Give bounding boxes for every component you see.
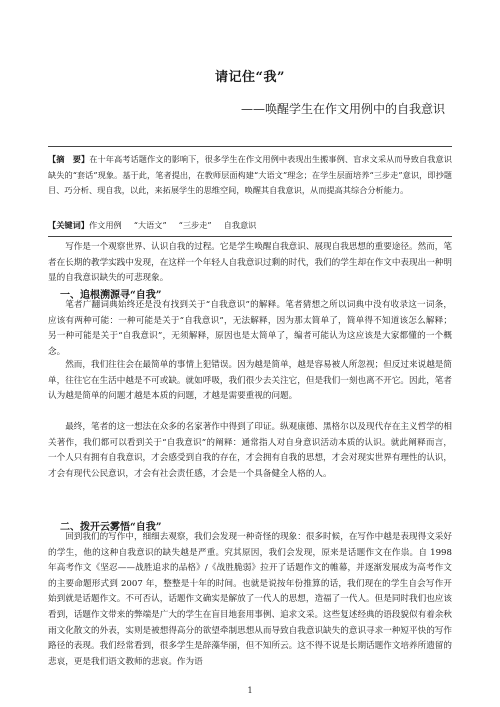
section2-paragraph-1: 回到我们的写作中，细细去观察，我们会发现一种奇怪的现象：很多时候，在写作中越是表现得文采好的学生，他的这种自我意识的缺失越是严重。究其原因，我们会发现，原来是话题作文在作祟。自 1998 年高考作文《坚忍——战胜追求的品格》/《战胜脆弱》拉开了话题作文的帷幕，并逐渐发展成为高考作文的主要命题形式到 2007 年，整整是十年的时间。也就是说按年份推算的话，我们现在的学生自会写作开始到就是话题作文。不可否认，话题作文确实是解放了一代人的思想，造福了一代人。但是同时我们也应该看到，话题作文带来的弊端是广大的学生在盲目地套用事例、追求文采。这些复述经典的语段貌似有着余秋雨文化散文的外表，实则是被想得高分的欲望牵制思想从而导致自我意识缺失的意识寻求一种短平快的写作路径的表现。我们经常看到，很多学生是辞藻华丽，但不知所云。这不得不说是长期话题作文培养所遗留的悲哀，更是我们语文教师的悲哀。作为语 [48, 532, 452, 667]
section1-paragraph-3: 最终，笔者的这一想法在众多的名家著作中得到了印证。纵观康德、黑格尔以及现代存在主义哲学的相关著作，我们都可以看到关于“自我意识”的阐释：通常指人对自身意识活动本质的认识。就此阐释而言，一个人只有拥有自我意识，才会感受到自我的存在，才会拥有自我的思想，才会对现实世界有理性的认识，才会有现代公民意识，才会有社会责任感，才会是一个具备健全人格的人。 [48, 422, 452, 479]
keyword-item: “三步走” [178, 220, 212, 230]
keyword-item: 自我意识 [223, 220, 257, 230]
intro-paragraph: 写作是一个观察世界、认识自我的过程。它是学生唤醒自我意识、展现自我思想的重要途径。然而，笔者在长期的教学实践中发现，在这样一个年轻人自我意识过剩的时代，我们的学生却在作文中表现出一种明显的自我意识缺失的可悲现象。 [48, 242, 452, 284]
section1-paragraph-1: 笔者广翻词典始终还是没有找到关于“自我意识”的解释。笔者猜想之所以词典中没有收录这一词条，应该有两种可能：一种可能是关于“自我意识”，无法解释，因为那太简单了，简单得不知道该怎么解释；另一种可能是关于“自我意识”，无须解释，原因也是太简单了，编者可能认为这应该是大家都懂的一个概念。 [48, 300, 452, 357]
page-title: 请记住“我” [215, 70, 285, 85]
page-subtitle: ——唤醒学生在作文用例中的自我意识 [240, 102, 445, 116]
keyword-item: 作文用例 [88, 220, 122, 230]
keywords [48, 218, 452, 234]
abstract-text: 在十年高考话题作文的影响下，很多学生在作文用例中表现出生搬事例、盲求文采从而导致自我意识缺失的“套话”现象。基于此，笔者提出，在教师层面构建“大语文”理念；在学生层面培养“三步走”意识，即抄题目、巧分析、现自我，以此，来拓展学生的思维空间，唤醒其自我意识，从而提高其综合分析能力。 [48, 154, 452, 196]
bottom-divider [48, 236, 452, 237]
page-number: 1 [247, 686, 253, 695]
section1-heading: 一、追根溯源寻“自我” [60, 290, 162, 301]
abstract [48, 152, 452, 199]
abstract-label: 【摘 要】 [48, 154, 90, 164]
keywords-label: 【关键词】 [48, 220, 89, 230]
section2-heading: 二、拨开云雾悟“自我” [60, 522, 162, 533]
top-divider [48, 146, 452, 147]
keyword-item: “大语文” [133, 220, 167, 230]
section1-paragraph-2: 然而，我们往往会在最简单的事情上犯错误。因为越是简单，越是容易被人所忽视；但反过来说越是简单，往往它在生活中越是不可或缺。就如呼吸，我们很少去关注它，但是我们一刻也离不开它。因此，笔者认为越是简单的问题才越是本质的问题，才越是需要重视的问题。 [48, 360, 452, 402]
